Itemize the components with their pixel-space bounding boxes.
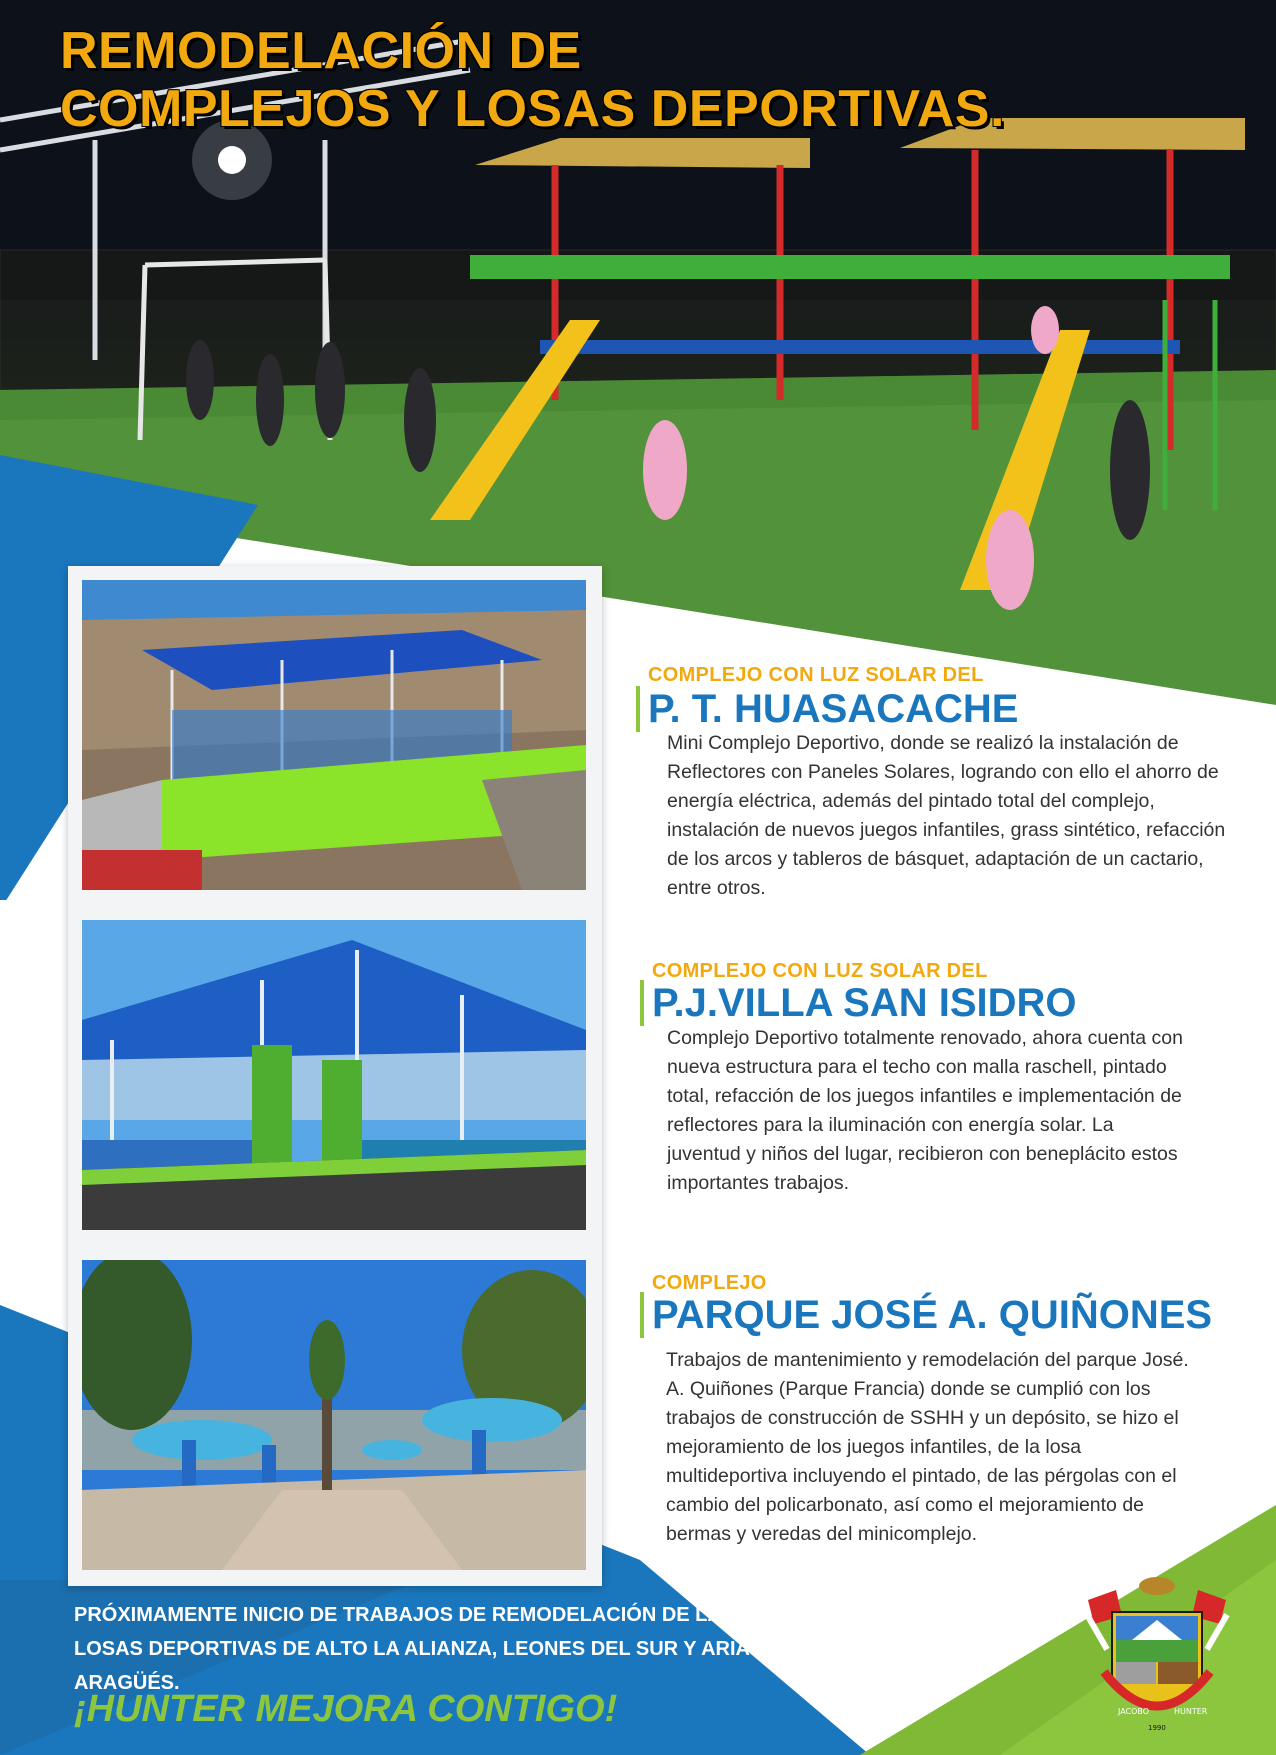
section3-kicker: COMPLEJO	[652, 1272, 767, 1294]
photo-villa-san-isidro	[82, 920, 586, 1230]
section2-kicker: COMPLEJO CON LUZ SOLAR DEL	[652, 960, 988, 982]
crest-icon	[1082, 1572, 1232, 1742]
section1-body: Mini Complejo Deportivo, donde se realizó la instalación de Reflectores con Paneles Solares, logrando con ello el ahorro de energía eléctrica, además del pintado total del complejo, instalación de nuevos juegos infantiles, grass sintético, refacción de los arcos y tableros de básquet, adaptación de un cactario, entre otros.	[667, 732, 1226, 899]
section2-heading: P.J.VILLA SAN ISIDRO	[640, 980, 1077, 1026]
section1-heading: P. T. HUASACACHE	[636, 686, 1018, 732]
photo-huasacache	[82, 580, 586, 890]
slogan: ¡HUNTER MEJORA CONTIGO!	[74, 1688, 618, 1730]
page-title-line1: REMODELACIÓN DE	[60, 22, 582, 80]
section1-kicker: COMPLEJO CON LUZ SOLAR DEL	[648, 664, 984, 686]
page-title	[60, 22, 1160, 138]
section2-body: Complejo Deportivo totalmente renovado, ahora cuenta con nueva estructura para el techo con malla raschell, pintado total, refacción de los juegos infantiles e implementación de reflectores para la iluminación con energía solar. La juventud y niños del lugar, recibieron con beneplácito estos importantes trabajos.	[667, 1027, 1183, 1194]
crest-year: 1990	[1148, 1724, 1166, 1732]
footer-announcement-line2: LOSAS DEPORTIVAS DE ALTO LA ALIANZA, LEONES DEL SUR Y ARIAS ARAGÜÉS.	[74, 1638, 764, 1694]
section3-heading: PARQUE JOSÉ A. QUIÑONES	[640, 1292, 1212, 1338]
photo-parque-quinones	[82, 1260, 586, 1570]
crest-right-text: HUNTER	[1174, 1707, 1208, 1716]
footer-announcement-line1: PRÓXIMAMENTE INICIO DE TRABAJOS DE REMODELACIÓN DE LAS	[74, 1604, 736, 1626]
crest-left-text: JACOBO	[1118, 1707, 1150, 1716]
footer-announcement	[74, 1598, 794, 1700]
section3-body: Trabajos de mantenimiento y remodelación del parque José. A. Quiñones (Parque Francia) donde se cumplió con los trabajos de construcción de SSHH y un depósito, se hizo el mejoramiento de los juegos infantiles, de la losa multideportiva incluyendo el pintado, de las pérgolas con el cambio del policarbonato, así como el mejoramiento de bermas y veredas del minicomplejo.	[666, 1349, 1189, 1545]
municipal-crest	[1082, 1572, 1232, 1742]
page-title-line2: COMPLEJOS Y LOSAS DEPORTIVAS.	[60, 80, 1005, 138]
